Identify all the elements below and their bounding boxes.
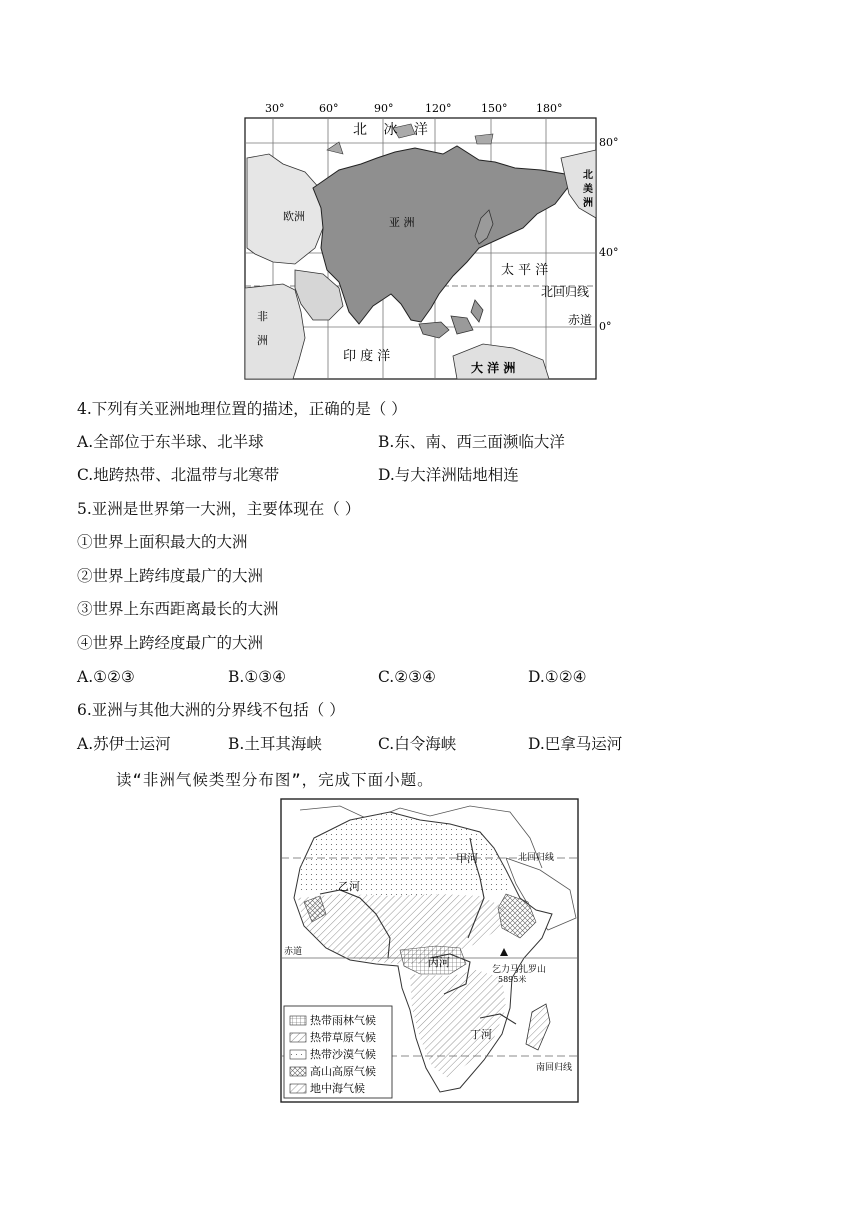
lat-label-0: 0° bbox=[599, 320, 612, 333]
arctic-ocean-label: 北 冰 洋 bbox=[353, 122, 434, 138]
q5-statement-3: ③世界上东西距离最长的大洲 bbox=[77, 600, 279, 618]
river-bing-label: 丙河 bbox=[428, 956, 450, 969]
africa-label-1: 非 bbox=[257, 310, 268, 323]
legend-label-savanna: 热带草原气候 bbox=[310, 1031, 376, 1044]
lat-label-80: 80° bbox=[599, 136, 619, 149]
river-yi-label: 乙河 bbox=[338, 880, 360, 893]
q6-option-d[interactable]: D.巴拿马运河 bbox=[528, 735, 623, 753]
asia-location-map bbox=[243, 98, 619, 383]
q4-option-c[interactable]: C.地跨热带、北温带与北寒带 bbox=[77, 466, 280, 484]
river-jia-label: 甲河 bbox=[456, 852, 478, 865]
lon-label-120: 120° bbox=[425, 102, 452, 115]
q5-statement-1: ①世界上面积最大的大洲 bbox=[77, 533, 248, 551]
q5-option-c[interactable]: C.②③④ bbox=[378, 668, 436, 686]
africa-label-2: 洲 bbox=[257, 334, 268, 347]
q5-statement-2: ②世界上跨纬度最广的大洲 bbox=[77, 567, 264, 585]
q5-option-b[interactable]: B.①③④ bbox=[228, 668, 287, 686]
africa-climate-map bbox=[280, 798, 579, 1103]
q5-option-a[interactable]: A.①②③ bbox=[77, 668, 135, 686]
pacific-ocean-label: 太 平 洋 bbox=[501, 263, 549, 278]
equator-label: 赤道 bbox=[568, 313, 593, 327]
q5-option-d[interactable]: D.①②④ bbox=[528, 668, 587, 686]
mountain-name-label: 乞力马扎罗山 bbox=[492, 965, 547, 975]
legend-label-highland: 高山高原气候 bbox=[310, 1065, 376, 1078]
map-intro-text: 读“非洲气候类型分布图”，完成下面小题。 bbox=[116, 771, 434, 789]
north-america-label-1: 北 bbox=[583, 170, 593, 181]
north-america-label-3: 洲 bbox=[583, 198, 593, 209]
tropic-south-label: 南回归线 bbox=[536, 1063, 573, 1073]
q5-statement-4: ④世界上跨经度最广的大洲 bbox=[77, 634, 264, 652]
europe-label: 欧洲 bbox=[283, 210, 305, 223]
q4-option-b[interactable]: B.东、南、西三面濒临大洋 bbox=[378, 433, 565, 451]
q6-option-a[interactable]: A.苏伊士运河 bbox=[77, 735, 171, 753]
oceania-label: 大 洋 洲 bbox=[471, 361, 516, 375]
legend-label-desert: 热带沙漠气候 bbox=[310, 1048, 376, 1061]
mountain-height-label: 5895米 bbox=[498, 975, 527, 984]
lon-label-150: 150° bbox=[481, 102, 508, 115]
lat-label-40: 40° bbox=[599, 246, 619, 259]
lon-label-180: 180° bbox=[536, 102, 563, 115]
q6-option-c[interactable]: C.白令海峡 bbox=[378, 735, 457, 753]
q5-stem: 5.亚洲是世界第一大洲，主要体现在（ ） bbox=[77, 500, 361, 518]
tropic-north-label: 北回归线 bbox=[518, 853, 555, 863]
equator-label-africa: 赤道 bbox=[284, 947, 303, 957]
q4-option-a[interactable]: A.全部位于东半球、北半球 bbox=[77, 433, 264, 451]
north-america-label-2: 美 bbox=[583, 184, 593, 195]
river-ding-label: 丁河 bbox=[470, 1028, 492, 1041]
asia-label: 亚 洲 bbox=[389, 216, 415, 229]
q6-option-b[interactable]: B.土耳其海峡 bbox=[228, 735, 322, 753]
lon-label-60: 60° bbox=[319, 102, 339, 115]
q4-option-d[interactable]: D.与大洋洲陆地相连 bbox=[378, 466, 519, 484]
legend-label-mediterranean: 地中海气候 bbox=[310, 1082, 365, 1095]
tropic-of-cancer-label: 北回归线 bbox=[541, 285, 590, 299]
q4-stem: 4.下列有关亚洲地理位置的描述，正确的是（ ） bbox=[77, 400, 407, 418]
indian-ocean-label: 印 度 洋 bbox=[343, 349, 391, 364]
africa-landmass bbox=[245, 284, 305, 379]
lon-label-30: 30° bbox=[265, 102, 285, 115]
q6-stem: 6.亚洲与其他大洲的分界线不包括（ ） bbox=[77, 701, 345, 719]
lon-label-90: 90° bbox=[374, 102, 394, 115]
legend-label-rainforest: 热带雨林气候 bbox=[310, 1014, 376, 1027]
